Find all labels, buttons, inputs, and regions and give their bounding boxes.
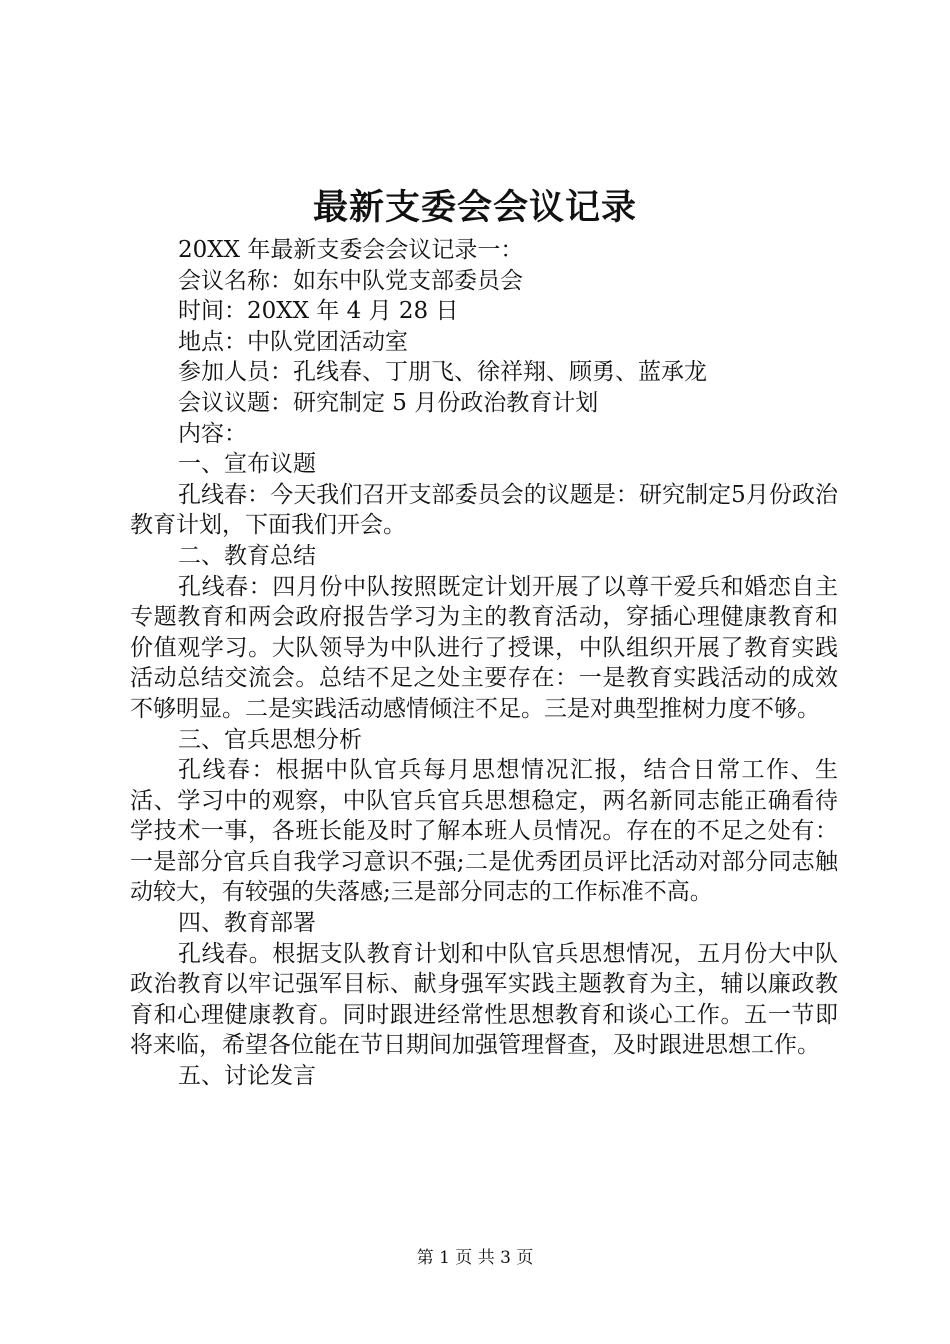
section-body-4: 孔线春。根据支队教育计划和中队官兵思想情况，五月份大中队政治教育以牢记强军目标、献身强军实践主题教育为主，辅以廉政教育和心理健康教育。同时跟进经常性思想教育和谈心工作。五一节即将来临，希望各位能在节日期间加强管理督查，及时跟进思想工作。: [130, 940, 838, 1059]
record-heading: 20XX 年最新支委会会议记录一：: [178, 237, 524, 263]
section-heading-2: 二、教育总结: [178, 542, 316, 569]
section-heading-1: 一、宣布议题: [178, 451, 316, 478]
section-heading-3: 三、官兵思想分析: [178, 726, 362, 753]
document-body: [130, 235, 838, 1092]
section-heading-4: 四、教育部署: [178, 910, 316, 937]
meeting-attendees: 参加人员：孔线春、丁朋飞、徐祥翔、顾勇、蓝承龙: [178, 359, 707, 386]
meeting-location: 地点：中队党团活动室: [178, 328, 408, 355]
content-label: 内容：: [178, 420, 247, 447]
section-body-3: 孔线春：根据中队官兵每月思想情况汇报，结合日常工作、生活、学习中的观察，中队官兵官兵思想稳定，两名新同志能正确看待学技术一事，各班长能及时了解本班人员情况。存在的不足之处有：一是部分官兵自我学习意识不强;二是优秀团员评比活动对部分同志触动较大，有较强的失落感;三是部分同志的工作标准不高。: [130, 757, 838, 906]
section-body-1: 孔线春：今天我们召开支部委员会的议题是：研究制定5月份政治教育计划，下面我们开会。: [130, 481, 838, 539]
meeting-name: 会议名称：如东中队党支部委员会: [178, 267, 523, 294]
meeting-topic: 会议议题：研究制定 5 月份政治教育计划: [178, 389, 599, 416]
section-heading-5: 五、讨论发言: [178, 1063, 316, 1090]
document-title: 最新支委会会议记录: [312, 187, 637, 228]
section-body-2: 孔线春：四月份中队按照既定计划开展了以尊干爱兵和婚恋自主专题教育和两会政府报告学习为主的教育活动，穿插心理健康教育和价值观学习。大队领导为中队进行了授课，中队组织开展了教育实践活动总结交流会。总结不足之处主要存在：一是教育实践活动的成效不够明显。二是实践活动感情倾注不足。三是对典型推树力度不够。: [130, 573, 838, 722]
meeting-time: 时间：20XX 年 4 月 28 日: [178, 298, 459, 325]
page-number: 第 1 页 共 3 页: [416, 1248, 534, 1268]
